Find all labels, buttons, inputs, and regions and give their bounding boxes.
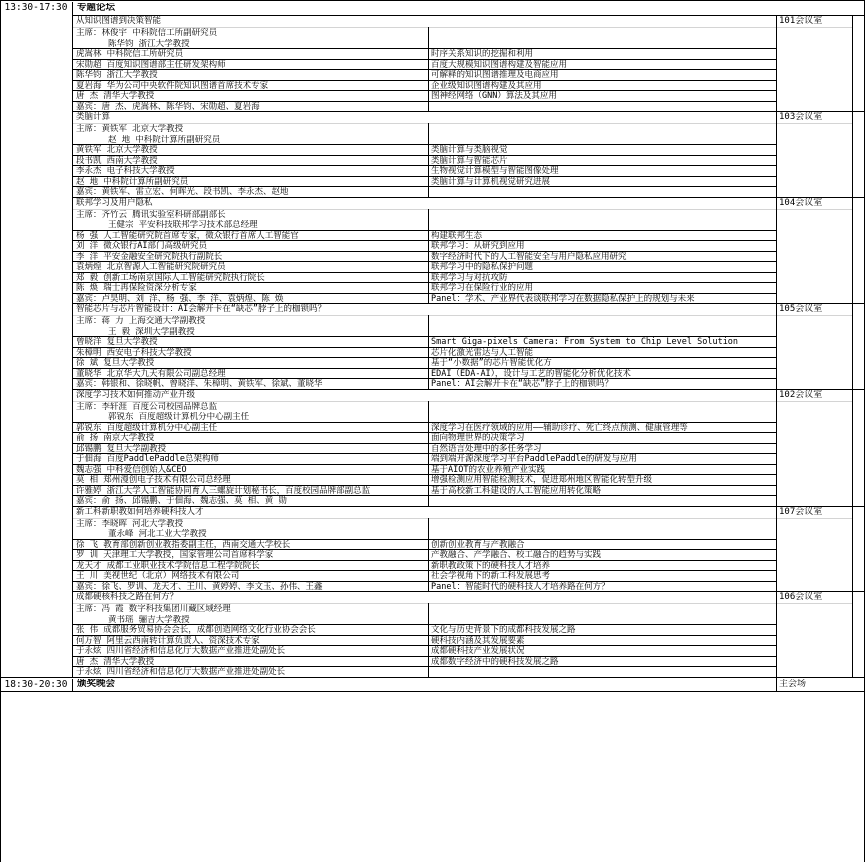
forum-chair: 主席：李晓晖 河北大学教授 bbox=[76, 518, 184, 529]
talk-topic: 面向物理世界的决策学习 bbox=[431, 433, 525, 443]
guests-line: 嘉宾：唐 杰、虎嵩林、陈华钧、宋勋超、夏岩海 bbox=[76, 101, 260, 112]
forum-title: 从知识图谱到决策智能 bbox=[76, 16, 162, 26]
evening-title: 颁奖晚会 bbox=[77, 678, 116, 689]
talk-topic: 构建联邦生态 bbox=[431, 230, 483, 241]
speaker-topic-divider bbox=[428, 603, 429, 677]
talk-speaker: 黄铁军 北京大学教授 bbox=[76, 145, 158, 155]
room-divider bbox=[776, 111, 777, 197]
talk-topic: 类脑计算与计算机视觉研究进展 bbox=[431, 176, 551, 187]
speaker-topic-divider bbox=[428, 27, 429, 111]
header-title: 专题论坛 bbox=[77, 3, 116, 13]
talk-topic: 增强检测应用智能检测技术，促进郑州地区智能化转型升级 bbox=[431, 475, 653, 485]
talk-speaker: 夏岩海 华为公司中央软件院知识图谱首席技术专家 bbox=[76, 80, 269, 91]
talk-speaker: 唐 杰 清华大学教授 bbox=[76, 91, 155, 101]
forum-title: 新工科新职教如何培养硬科技人才 bbox=[76, 506, 204, 517]
talk-topic: 新职教政策下的硬科技人才培养 bbox=[431, 560, 551, 571]
talk-speaker: 于佃海 百度PaddlePaddle总架构师 bbox=[76, 454, 220, 464]
talk-speaker: 虎嵩林 中科院信工所研究员 bbox=[76, 49, 184, 59]
talk-speaker: 于永炫 四川省经济和信息化厅大数据产业推进处副处长 bbox=[76, 667, 286, 677]
talk-speaker: 袁炳煌 北京智源人工智能研究院研究员 bbox=[76, 262, 226, 272]
guests-line: 嘉宾：卢昊明、刘 洋、杨 强、李 洋、袁炳煌、陈 焕 bbox=[76, 293, 284, 304]
speaker-topic-divider bbox=[428, 123, 429, 197]
talk-speaker: 李 洋 平安金融安全研究院执行副院长 bbox=[76, 251, 223, 262]
forum-chair: 赵 地 中科院计算所副研究员 bbox=[108, 134, 221, 145]
room-divider bbox=[776, 506, 777, 592]
extra-divider bbox=[852, 303, 853, 389]
guests-line: 嘉宾：韩银和、徐晓帆、曾晓洋、朱樟明、黄铁军、徐斌、董晓华 bbox=[76, 379, 323, 389]
talk-speaker: 魏志强 中科爱信创始人&CEO bbox=[76, 464, 187, 475]
forum-chair: 董永峰 河北工业大学教授 bbox=[108, 529, 207, 539]
bottom-border bbox=[0, 691, 865, 692]
talk-speaker: 陈华钧 浙江大学教授 bbox=[76, 70, 158, 80]
talk-speaker: 董晓华 北京华大九天有限公司副总经理 bbox=[76, 368, 226, 379]
row-line bbox=[73, 123, 852, 124]
talk-topic: 类脑计算与类脑视觉 bbox=[431, 145, 508, 155]
talk-topic: Smart Giga-pixels Camera: From System to Chip Level Solution bbox=[431, 337, 739, 347]
forum-chair: 郭锐东 百度超级计算机分中心副主任 bbox=[108, 412, 250, 422]
speaker-topic-divider bbox=[428, 209, 429, 304]
talk-speaker: 王 川 美视世纪（北京）网络技术有限公司 bbox=[76, 571, 240, 581]
time-divider bbox=[0, 677, 865, 678]
talk-speaker: 李永杰 电子科技大学教授 bbox=[76, 166, 175, 176]
talk-speaker: 邱锡鹏 复旦大学副教授 bbox=[76, 443, 167, 454]
talk-topic: 时序关系知识的挖掘和利用 bbox=[431, 49, 534, 59]
forum-chair: 陈华钧 浙江大学教授 bbox=[108, 38, 190, 49]
extra-divider bbox=[852, 197, 853, 304]
forum-title: 联邦学习及用户隐私 bbox=[76, 197, 153, 208]
talk-speaker: 郑 毅 创新工场南京国际人工智能研究院执行院长 bbox=[76, 272, 265, 283]
talk-speaker: 段书凯 西南大学教授 bbox=[76, 155, 158, 166]
panel-line: Panel：智能时代的硬科技人才培养路在何方？ bbox=[431, 581, 610, 592]
talk-topic: 创新创业教育与产教融合 bbox=[431, 539, 525, 550]
forum-chair: 王 毅 深圳大学副教授 bbox=[108, 326, 195, 337]
guests-line: 嘉宾：黄铁军、雷立宏、何晖光、段书凯、李永杰、赵地 bbox=[76, 187, 289, 197]
forum-chair: 王健宗 平安科技联邦学习技术部总经理 bbox=[108, 220, 258, 230]
forum-chair: 主席：黄铁军 北京大学教授 bbox=[76, 124, 184, 134]
talk-topic: 成都硬科技产业发展状况 bbox=[431, 646, 525, 656]
room-divider bbox=[776, 197, 777, 304]
talk-topic: 产教融合、产学融合、校工融合的趋势与实践 bbox=[431, 550, 602, 560]
talk-speaker: 陈 焕 瑞士再保险资深分析专家 bbox=[76, 283, 197, 293]
forum-room: 107会议室 bbox=[779, 506, 823, 517]
talk-topic: 企业级知识图谱构建及其应用 bbox=[431, 80, 542, 91]
talk-topic: 自然语言处理中的多任务学习 bbox=[431, 443, 542, 454]
talk-topic: 联邦学习中的隐私保护问题 bbox=[431, 262, 534, 272]
forum-room: 104会议室 bbox=[779, 197, 823, 208]
room-divider bbox=[776, 389, 777, 506]
forum-title: 成都硬核科技之路在何方？ bbox=[76, 592, 179, 602]
forum-chair: 主席：蒋 力 上海交通大学副教授 bbox=[76, 316, 206, 326]
talk-speaker: 龙天才 成都工业职业技术学院信息工程学院院长 bbox=[76, 560, 260, 571]
extra-divider bbox=[852, 389, 853, 506]
time-slot-afternoon: 13:30-17:30 bbox=[0, 2, 73, 677]
row-line bbox=[73, 518, 852, 519]
time-slot-evening: 18:30-20:30 bbox=[0, 679, 73, 691]
talk-speaker: 许雅婷 浙江大学人工智能协同育人三螺旋计划秘书长，百度校园品牌部副总监 bbox=[76, 485, 371, 496]
speaker-topic-divider bbox=[428, 518, 429, 592]
talk-speaker: 徐 飞 教育部创新创业教指委副主任，西南交通大学校长 bbox=[76, 539, 291, 550]
evening-room: 主会场 bbox=[779, 678, 807, 689]
talk-topic: 成都数字经济中的硬科技发展之路 bbox=[431, 656, 559, 667]
talk-topic: 数字经济时代下的人工智能安全与用户隐私应用研究 bbox=[431, 251, 627, 262]
forum-title: 智能芯片与芯片智能设计：AI会解开卡在“缺芯”脖子上的枷锁吗？ bbox=[76, 304, 326, 314]
talk-topic: 社会学视角下的新工科发展思考 bbox=[431, 571, 551, 581]
talk-topic: 类脑计算与智能芯片 bbox=[431, 155, 508, 166]
talk-speaker: 杨 强 人工智能研究院首席专家，微众银行首席人工智能官 bbox=[76, 230, 299, 241]
guests-line: 嘉宾：俞 扬、邱锡鹏、于佃海、魏志强、莫 相、黄 勋 bbox=[76, 496, 287, 506]
forum-room: 101会议室 bbox=[779, 16, 823, 26]
room-divider bbox=[776, 591, 777, 677]
talk-topic: 硬科技内涵及其发展要素 bbox=[431, 635, 525, 646]
talk-speaker: 郭锐东 百度超级计算机分中心副主任 bbox=[76, 422, 218, 433]
forum-title: 深度学习技术如何推动产业升级 bbox=[76, 389, 196, 400]
talk-speaker: 曾晓洋 复旦大学教授 bbox=[76, 337, 158, 347]
talk-topic: 联邦学习在保险行业的应用 bbox=[431, 283, 534, 293]
speaker-topic-divider bbox=[428, 315, 429, 389]
top-border bbox=[0, 0, 865, 1]
room-divider bbox=[776, 303, 777, 389]
evening-room-divider bbox=[776, 677, 777, 691]
talk-topic: 深度学习在医疗领域的应用——辅助诊疗、死亡终点预测、健康管理等 bbox=[431, 422, 688, 433]
talk-topic: EDAI（EDA-AI），设计与工艺的智能化分析优化技术 bbox=[431, 368, 631, 379]
talk-speaker: 赵 地 中科院计算所副研究员 bbox=[76, 176, 189, 187]
talk-topic: 百度大规模知识图谱构建及智能应用 bbox=[431, 59, 568, 70]
extra-divider bbox=[852, 591, 853, 677]
room-divider bbox=[776, 15, 777, 111]
talk-speaker: 刘 洋 微众银行AI部门高级研究员 bbox=[76, 241, 207, 251]
talk-topic: 联邦学习与对抗攻防 bbox=[431, 272, 508, 283]
forum-room: 102会议室 bbox=[779, 389, 823, 400]
talk-speaker: 何万智 阿里云西南转计算负责人、资深技术专家 bbox=[76, 635, 260, 646]
talk-topic: 基于“小数据”的芯片智能优化方 bbox=[431, 358, 552, 368]
forum-chair: 黄书瑶 骊吉大学教授 bbox=[108, 614, 190, 625]
talk-topic: 图神经网络（GNN）算法及其应用 bbox=[431, 91, 557, 101]
talk-topic: 芯片化激光雷达与人工智能 bbox=[431, 347, 534, 358]
talk-speaker: 朱樟明 西安电子科技大学教授 bbox=[76, 347, 192, 358]
talk-speaker: 徐 斌 复旦大学教授 bbox=[76, 358, 155, 368]
extra-divider bbox=[852, 111, 853, 197]
extra-divider bbox=[852, 15, 853, 111]
extra-divider bbox=[852, 506, 853, 592]
talk-topic: 生物视觉计算模型与智能图像处理 bbox=[431, 166, 559, 176]
talk-topic: 联邦学习：从研究到应用 bbox=[431, 241, 525, 251]
forum-chair: 主席：林俊宇 中科院信工所副研究员 bbox=[76, 28, 218, 38]
talk-topic: 端到端开源深度学习平台PaddlePaddle的研发与应用 bbox=[431, 454, 637, 464]
forum-chair: 主席：李轩涯 百度公司校园品牌总监 bbox=[76, 401, 218, 412]
talk-topic: 基于高校新工科建设的人工智能应用转化策略 bbox=[431, 485, 602, 496]
forum-chair: 主席：齐竹云 腾讯实验室科研部副部长 bbox=[76, 209, 226, 220]
panel-line: Panel：AI会解开卡在“缺芯”脖子上的枷锁吗？ bbox=[431, 379, 614, 389]
talk-speaker: 于永炫 四川省经济和信息化厅大数据产业推进处副处长 bbox=[76, 646, 286, 656]
guests-line: 嘉宾：徐飞、罗训、龙天才、王川、黄婷婷、李文玉、孙伟、王鑫 bbox=[76, 581, 323, 592]
talk-speaker: 俞 扬 南京大学教授 bbox=[76, 433, 155, 443]
talk-speaker: 宋勋超 百度知识图谱部主任研发架构师 bbox=[76, 59, 226, 70]
talk-topic: 基于AIOT的农业养殖产业实践 bbox=[431, 464, 545, 475]
talk-speaker: 罗 训 天津理工大学教授，国家管理公司首席科学家 bbox=[76, 550, 274, 560]
forum-room: 105会议室 bbox=[779, 304, 823, 314]
forum-room: 106会议室 bbox=[779, 592, 823, 602]
talk-topic: 文化与历史背景下的成都科技发展之路 bbox=[431, 625, 576, 635]
talk-speaker: 唐 杰 清华大学教授 bbox=[76, 656, 155, 667]
talk-topic: 可解释的知识图谱推理及电商应用 bbox=[431, 70, 559, 80]
forum-chair: 主席：冯 霞 数字科技集团川藏区域经理 bbox=[76, 604, 231, 614]
panel-line: Panel：学术、产业界代表谈联邦学习在数据隐私保护上的规划与未来 bbox=[431, 293, 695, 304]
forum-room: 103会议室 bbox=[779, 112, 823, 122]
speaker-topic-divider bbox=[428, 401, 429, 506]
forum-title: 类脑计算 bbox=[76, 112, 111, 122]
talk-speaker: 莫 相 郑州漫创电子技术有限公司总经理 bbox=[76, 475, 231, 485]
talk-speaker: 张 伟 成都服务贸易协会会长，成都创造网络文化行业协会会长 bbox=[76, 625, 316, 635]
